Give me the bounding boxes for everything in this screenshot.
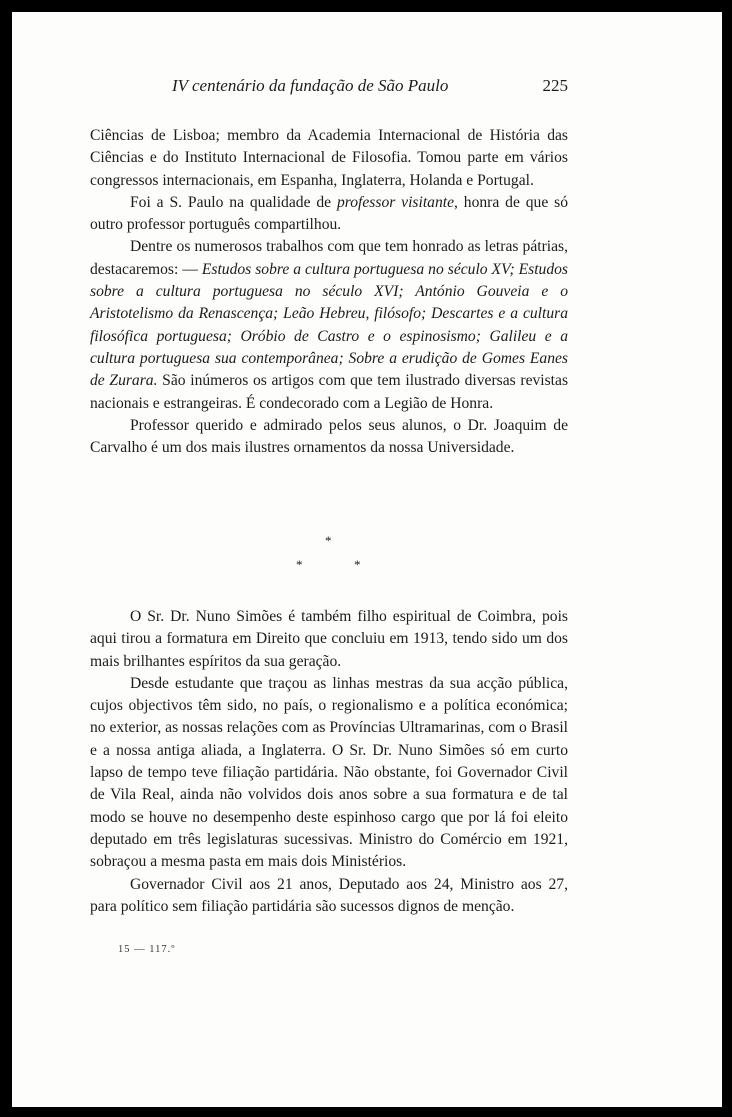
text-run: São inúmeros os artigos com que tem ilustrado diversas revistas nacionais e estrangeiras. É condecorado com a Legião de Honra. [90, 372, 569, 412]
scan-border-right [722, 0, 732, 1117]
text-run: Ciências de Lisboa; membro da Academia Internacional de História das Ciências e do Instituto Internacional de Filosofia. Tomou parte em vários congressos internacionais, em Espanha, Inglaterra, Holanda e Portugal. [90, 127, 568, 189]
paragraph [90, 125, 568, 192]
section-nuno-simoes [90, 606, 568, 918]
text-run: Governador Civil aos 21 anos, Deputado aos 24, Ministro aos 27, para político sem filiação partidária são sucessos dignos de menção. [90, 875, 568, 915]
asterisk: * [296, 557, 303, 572]
italic-run: professor visitante [336, 193, 455, 211]
scan-border-left [0, 0, 12, 1117]
scan-border-top [0, 0, 732, 12]
text-run: Professor querido e admirado pelos seus alunos, o Dr. Joaquim de Carvalho é um dos mais ilustres ornamentos da nossa Universidade. [90, 416, 568, 457]
scan-border-bottom [0, 1107, 732, 1117]
paragraph [90, 415, 568, 460]
text-run: Desde estudante que traçou as linhas mestras da sua acção pública, cujos objectivos têm sido, no país, o regionalismo e a política económica; no exterior, as nossas relações com as Províncias Ultramarinas, com o Brasil e a nossa antiga aliada, a Inglaterra. O Sr. Dr. Nuno Simões só em curto lapso de tempo teve filiação partidária. Não obstante, foi Governador Civil de Vila Real, ainda não volvidos dois anos sobre a sua formatura e de tal modo se houve no desempenho deste espinhoso cargo que por lá foi eleito deputado em três legislaturas sucessivas. Ministro do Comércio em 1921, sobraçou a mesma pasta em mais dois Ministérios. [90, 674, 568, 871]
paragraph [90, 606, 568, 673]
paragraph [90, 192, 568, 237]
running-title: IV centenário da fundação de São Paulo [172, 76, 449, 95]
text-run: Foi a S. Paulo na qualidade de [130, 193, 337, 211]
page-header [90, 76, 568, 102]
text-run: Dentre os numerosos trabalhos com que tem honrado as letras pátrias, destacaremos: — [90, 238, 568, 278]
printer-signature: 15 — 117.º [118, 944, 176, 955]
section-separator [270, 533, 390, 579]
italic-run: Estudos sobre a cultura portuguesa no século XV; Estudos sobre a cultura portuguesa no século XVI; António Gouveia e o Aristotelismo da Renascença; Leão Hebreu, filósofo; Descartes e a cultura filosófica portuguesa; Oróbio de Castro e o espinosismo; Galileu e a cultura portuguesa sua contemporânea; Sobre a erudição de Gomes Eanes de Zurara. [90, 260, 568, 390]
section-joaquim-de-carvalho [90, 125, 568, 459]
paragraph [90, 874, 568, 919]
asterisk: * [325, 533, 332, 548]
paragraph [90, 236, 568, 414]
paragraph [90, 673, 568, 874]
asterisk: * [354, 557, 361, 572]
text-run: , honra de que só outro professor português compartilhou. [90, 193, 568, 234]
text-run: O Sr. Dr. Nuno Simões é também filho espiritual de Coimbra, pois aqui tirou a formatura em Direito que concluiu em 1913, tendo sido um dos mais brilhantes espíritos da sua geração. [90, 608, 568, 670]
page-number: 225 [542, 76, 568, 95]
